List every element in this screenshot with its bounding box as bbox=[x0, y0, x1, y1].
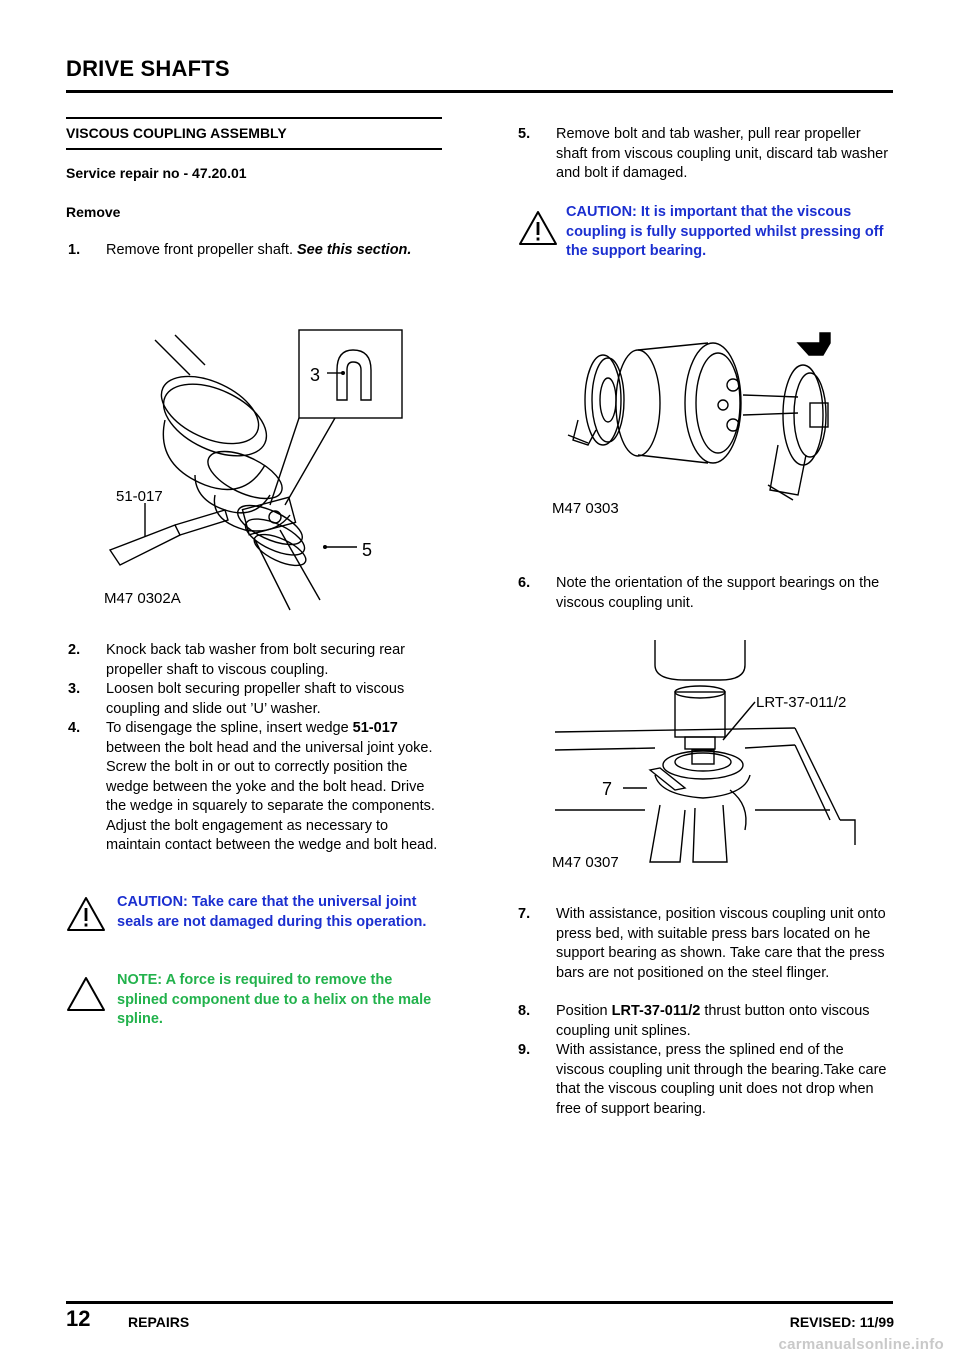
warning-triangle-icon bbox=[66, 896, 106, 932]
caution-text: CAUTION: It is important that the viscous coupling is fully supported whilst pressing off the support bearing. bbox=[566, 204, 884, 259]
step-number: 7. bbox=[518, 906, 531, 922]
section-rule-top bbox=[66, 117, 442, 119]
step-text: Loosen bolt securing propeller shaft to viscous coupling and slide out ’U’ washer. bbox=[106, 681, 405, 717]
step-5 bbox=[518, 125, 894, 184]
figure-id: M47 0303 bbox=[552, 500, 619, 517]
step-text: Remove front propeller shaft. bbox=[106, 242, 293, 258]
step-text: Remove bolt and tab washer, pull rear propeller shaft from viscous coupling unit, discard tab washer and bolt if damaged. bbox=[556, 126, 889, 181]
header-rule bbox=[66, 90, 893, 93]
callout-tool-lrt-37-011-2: LRT-37-011/2 bbox=[756, 694, 847, 711]
step-number: 5. bbox=[518, 126, 531, 142]
warning-triangle-icon bbox=[518, 210, 558, 246]
figure-id: M47 0302A bbox=[104, 590, 181, 607]
callout-tool-51-017: 51-017 bbox=[116, 488, 163, 505]
section-rule-bottom bbox=[66, 148, 442, 150]
callout-7: 7 bbox=[602, 779, 613, 799]
step-1 bbox=[68, 241, 440, 261]
section-title: VISCOUS COUPLING ASSEMBLY bbox=[66, 125, 287, 141]
step-3 bbox=[68, 680, 442, 719]
step-text: between the bolt head and the universal joint yoke. Screw the bolt in or out to correctly position the wedge between the yoke and the bolt head. Drive the wedge in squarely to separate the components. Adjust the bolt engagement as necessary to maintain contact between the wedge and bolt head. bbox=[106, 739, 438, 853]
figure-id: M47 0307 bbox=[552, 854, 619, 871]
step-number: 4. bbox=[68, 720, 81, 736]
figure-m47-0302a bbox=[95, 325, 415, 615]
watermark: carmanualsonline.info bbox=[778, 1336, 944, 1353]
step-text: With assistance, press the splined end of the viscous coupling unit through the bearing.Take care that the viscous coupling unit does not drop when free of support bearing. bbox=[556, 1042, 887, 1117]
caution-text: CAUTION: Take care that the universal joint seals are not damaged during this operation. bbox=[117, 894, 427, 930]
step-9 bbox=[518, 1041, 894, 1119]
step-text: Position bbox=[556, 1003, 612, 1019]
step-text: With assistance, position viscous coupling unit onto press bed, with suitable press bars located on he support bearing as shown. Take care that the press bars are not positioned on the steel flinger. bbox=[556, 906, 886, 981]
step-6 bbox=[518, 574, 894, 613]
step-7 bbox=[518, 905, 894, 983]
service-repair-number: Service repair no - 47.20.01 bbox=[66, 165, 247, 181]
cross-reference-link[interactable]: See this section. bbox=[297, 242, 412, 258]
figure-m47-0307 bbox=[555, 640, 860, 870]
step-number: 9. bbox=[518, 1042, 531, 1058]
step-8 bbox=[518, 1002, 894, 1041]
footer-section: REPAIRS bbox=[128, 1314, 190, 1330]
step-number: 2. bbox=[68, 642, 81, 658]
tool-number: LRT-37-011/2 bbox=[611, 1003, 701, 1019]
note-triangle-icon bbox=[66, 976, 106, 1012]
page-title: DRIVE SHAFTS bbox=[66, 56, 230, 81]
footer-revised: REVISED: 11/99 bbox=[789, 1314, 894, 1330]
tool-number: 51-017 bbox=[352, 720, 398, 736]
figure-m47-0303 bbox=[548, 325, 848, 515]
footer-rule bbox=[66, 1301, 893, 1304]
note-text: NOTE: A force is required to remove the splined component due to a helix on the male spline. bbox=[117, 972, 432, 1027]
page-number: 12 bbox=[66, 1306, 91, 1331]
step-2 bbox=[68, 641, 442, 680]
callout-dot bbox=[341, 371, 345, 375]
callout-3: 3 bbox=[310, 365, 321, 385]
step-text: Note the orientation of the support bearings on the viscous coupling unit. bbox=[556, 575, 880, 611]
step-number: 8. bbox=[518, 1003, 531, 1019]
step-text: To disengage the spline, insert wedge bbox=[106, 720, 353, 736]
step-number: 1. bbox=[68, 242, 81, 258]
callout-dot bbox=[323, 545, 327, 549]
step-number: 6. bbox=[518, 575, 531, 591]
step-text: Knock back tab washer from bolt securing rear propeller shaft to viscous coupling. bbox=[106, 642, 405, 678]
step-4 bbox=[68, 719, 442, 856]
step-number: 3. bbox=[68, 681, 81, 697]
step-text: thrust button onto viscous coupling unit splines. bbox=[556, 1003, 870, 1039]
callout-5: 5 bbox=[362, 540, 373, 560]
remove-heading: Remove bbox=[66, 204, 121, 220]
